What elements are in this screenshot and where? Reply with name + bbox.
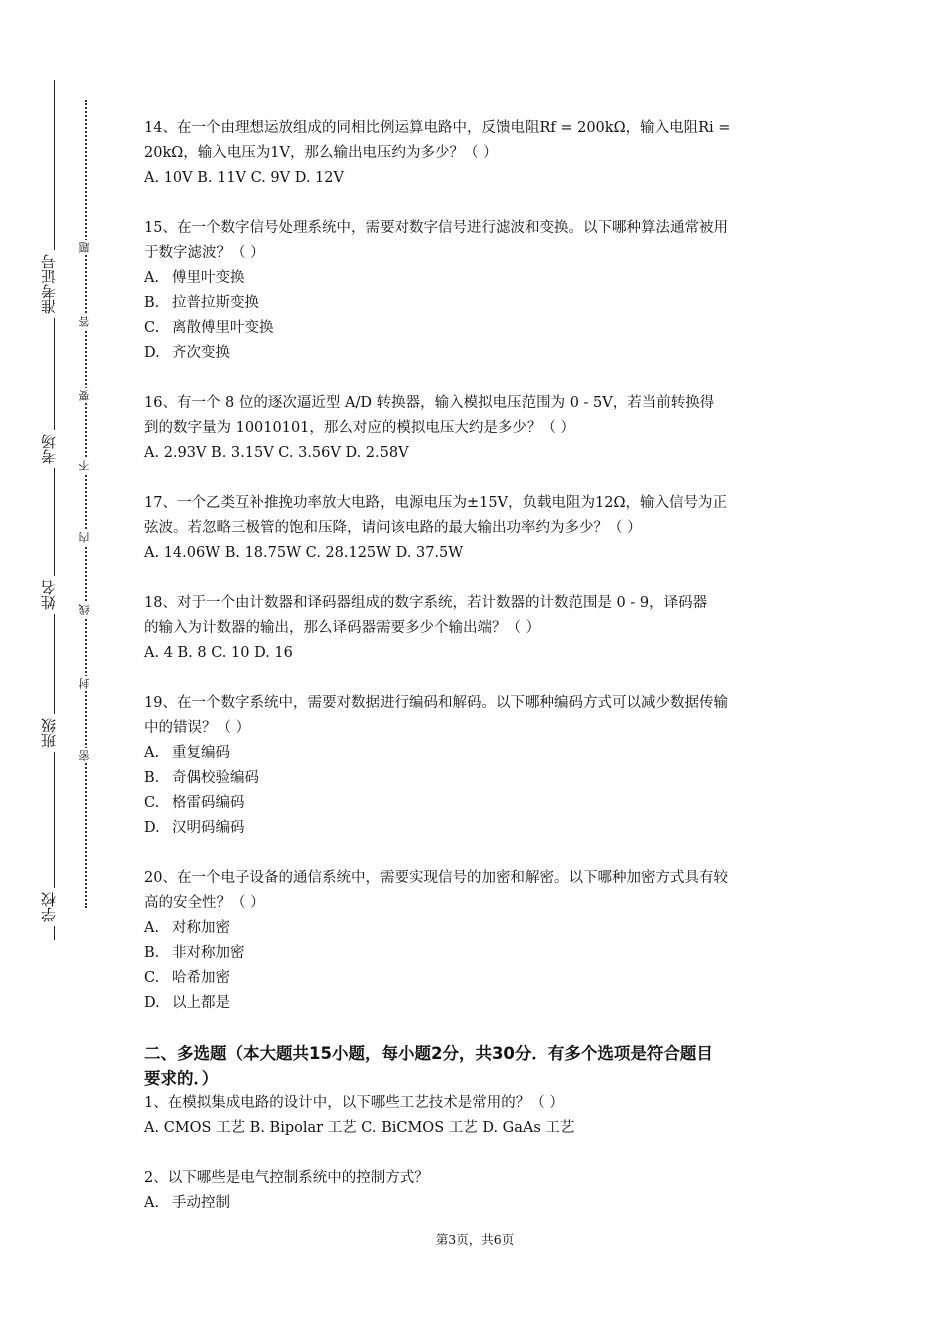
question-stem-line: 20kΩ，输入电压为1V，那么输出电压约为多少？（ ） bbox=[144, 145, 498, 161]
question-stem-line: 弦波。若忽略三极管的饱和压降，请问该电路的最大输出功率约为多少？（ ） bbox=[144, 520, 642, 536]
question-stem-line: 15、在一个数字信号处理系统中，需要对数字信号进行滤波和变换。以下哪种算法通常被用 bbox=[144, 220, 728, 236]
question-options: A. 14.06W B. 18.75W C. 28.125W D. 37.5W bbox=[144, 545, 464, 561]
section-2-heading bbox=[144, 1041, 810, 1091]
binding-solid-line bbox=[54, 80, 55, 940]
question-18 bbox=[144, 591, 810, 666]
option-a: A. 傅里叶变换 bbox=[144, 270, 245, 286]
question-stem-line: 高的安全性？（ ） bbox=[144, 895, 265, 911]
question-stem-line: 20、在一个电子设备的通信系统中，需要实现信号的加密和解密。以下哪种加密方式具有较 bbox=[144, 870, 728, 886]
option-b: B. 非对称加密 bbox=[144, 945, 245, 961]
field-exam-number-label: 准考证号 bbox=[42, 250, 57, 318]
seal-char: 密 bbox=[78, 750, 91, 761]
seal-char: 封 bbox=[78, 678, 91, 689]
question-stem-line: 17、一个乙类互补推挽功率放大电路，电源电压为±15V，负载电阻为12Ω，输入信号为正 bbox=[144, 495, 727, 511]
question-options: A. 10V B. 11V C. 9V D. 12V bbox=[144, 170, 344, 186]
question-stem-line: 16、有一个 8 位的逐次逼近型 A/D 转换器，输入模拟电压范围为 0 - 5V，若当前转换得 bbox=[144, 395, 715, 411]
question-stem-line: 1、在模拟集成电路的设计中，以下哪些工艺技术是常用的？（ ） bbox=[144, 1095, 564, 1111]
field-name-label: 姓名 bbox=[42, 576, 57, 614]
option-a: A. 手动控制 bbox=[144, 1195, 230, 1211]
seal-char: 要 bbox=[78, 390, 91, 401]
seal-dotted-line bbox=[85, 100, 87, 908]
page-footer: 第3页，共6页 bbox=[435, 1232, 515, 1247]
seal-char: 线 bbox=[78, 604, 91, 615]
option-c: C. 离散傅里叶变换 bbox=[144, 320, 274, 336]
option-d: D. 齐次变换 bbox=[144, 345, 230, 361]
question-20 bbox=[144, 866, 810, 1016]
question-stem-line: 的输入为计数器的输出，那么译码器需要多少个输出端？（ ） bbox=[144, 620, 541, 636]
question-stem-line: 于数字滤波？（ ） bbox=[144, 245, 265, 261]
question-options: A. CMOS 工艺 B. Bipolar 工艺 C. BiCMOS 工艺 D. GaAs 工艺 bbox=[144, 1120, 575, 1136]
question-options: A. 4 B. 8 C. 10 D. 16 bbox=[144, 645, 293, 661]
question-15 bbox=[144, 216, 810, 366]
option-d: D. 以上都是 bbox=[144, 995, 230, 1011]
binding-margin bbox=[18, 80, 91, 940]
question-stem-line: 中的错误？（ ） bbox=[144, 720, 251, 736]
field-class-label: 班级 bbox=[42, 714, 57, 752]
field-exam-room-label: 考场 bbox=[42, 430, 57, 468]
question-stem-line: 2、以下哪些是电气控制系统中的控制方式？ bbox=[144, 1170, 429, 1186]
seal-char: 内 bbox=[78, 532, 91, 543]
question-14 bbox=[144, 116, 810, 191]
option-b: B. 拉普拉斯变换 bbox=[144, 295, 259, 311]
option-c: C. 哈希加密 bbox=[144, 970, 230, 986]
seal-char: 答 bbox=[78, 316, 91, 327]
section-title-line: 二、多选题（本大题共15小题，每小题2分，共30分．有多个选项是符合题目 bbox=[144, 1044, 713, 1063]
option-d: D. 汉明码编码 bbox=[144, 820, 245, 836]
question-17 bbox=[144, 491, 810, 566]
question-19 bbox=[144, 691, 810, 841]
question-options: A. 2.93V B. 3.15V C. 3.56V D. 2.58V bbox=[144, 445, 409, 461]
question-stem-line: 到的数字量为 10010101，那么对应的模拟电压大约是多少？（ ） bbox=[144, 420, 576, 436]
option-c: C. 格雷码编码 bbox=[144, 795, 245, 811]
option-a: A. 对称加密 bbox=[144, 920, 230, 936]
section-title-line: 要求的．） bbox=[144, 1069, 219, 1088]
question-stem-line: 18、对于一个由计数器和译码器组成的数字系统，若计数器的计数范围是 0 - 9，译码器 bbox=[144, 595, 708, 611]
multi-question-1 bbox=[144, 1091, 810, 1141]
multi-question-2 bbox=[144, 1166, 810, 1216]
question-stem-line: 19、在一个数字系统中，需要对数据进行编码和解码。以下哪种编码方式可以减少数据传输 bbox=[144, 695, 728, 711]
question-16 bbox=[144, 391, 810, 466]
option-a: A. 重复编码 bbox=[144, 745, 230, 761]
seal-char: 不 bbox=[78, 460, 91, 471]
question-stem-line: 14、在一个由理想运放组成的同相比例运算电路中，反馈电阻Rf = 200kΩ，输入电阻Ri = bbox=[144, 120, 731, 136]
field-school-label: 学校 bbox=[42, 888, 57, 926]
option-b: B. 奇偶校验编码 bbox=[144, 770, 259, 786]
exam-content bbox=[144, 116, 810, 1241]
seal-char: 题 bbox=[78, 242, 91, 253]
